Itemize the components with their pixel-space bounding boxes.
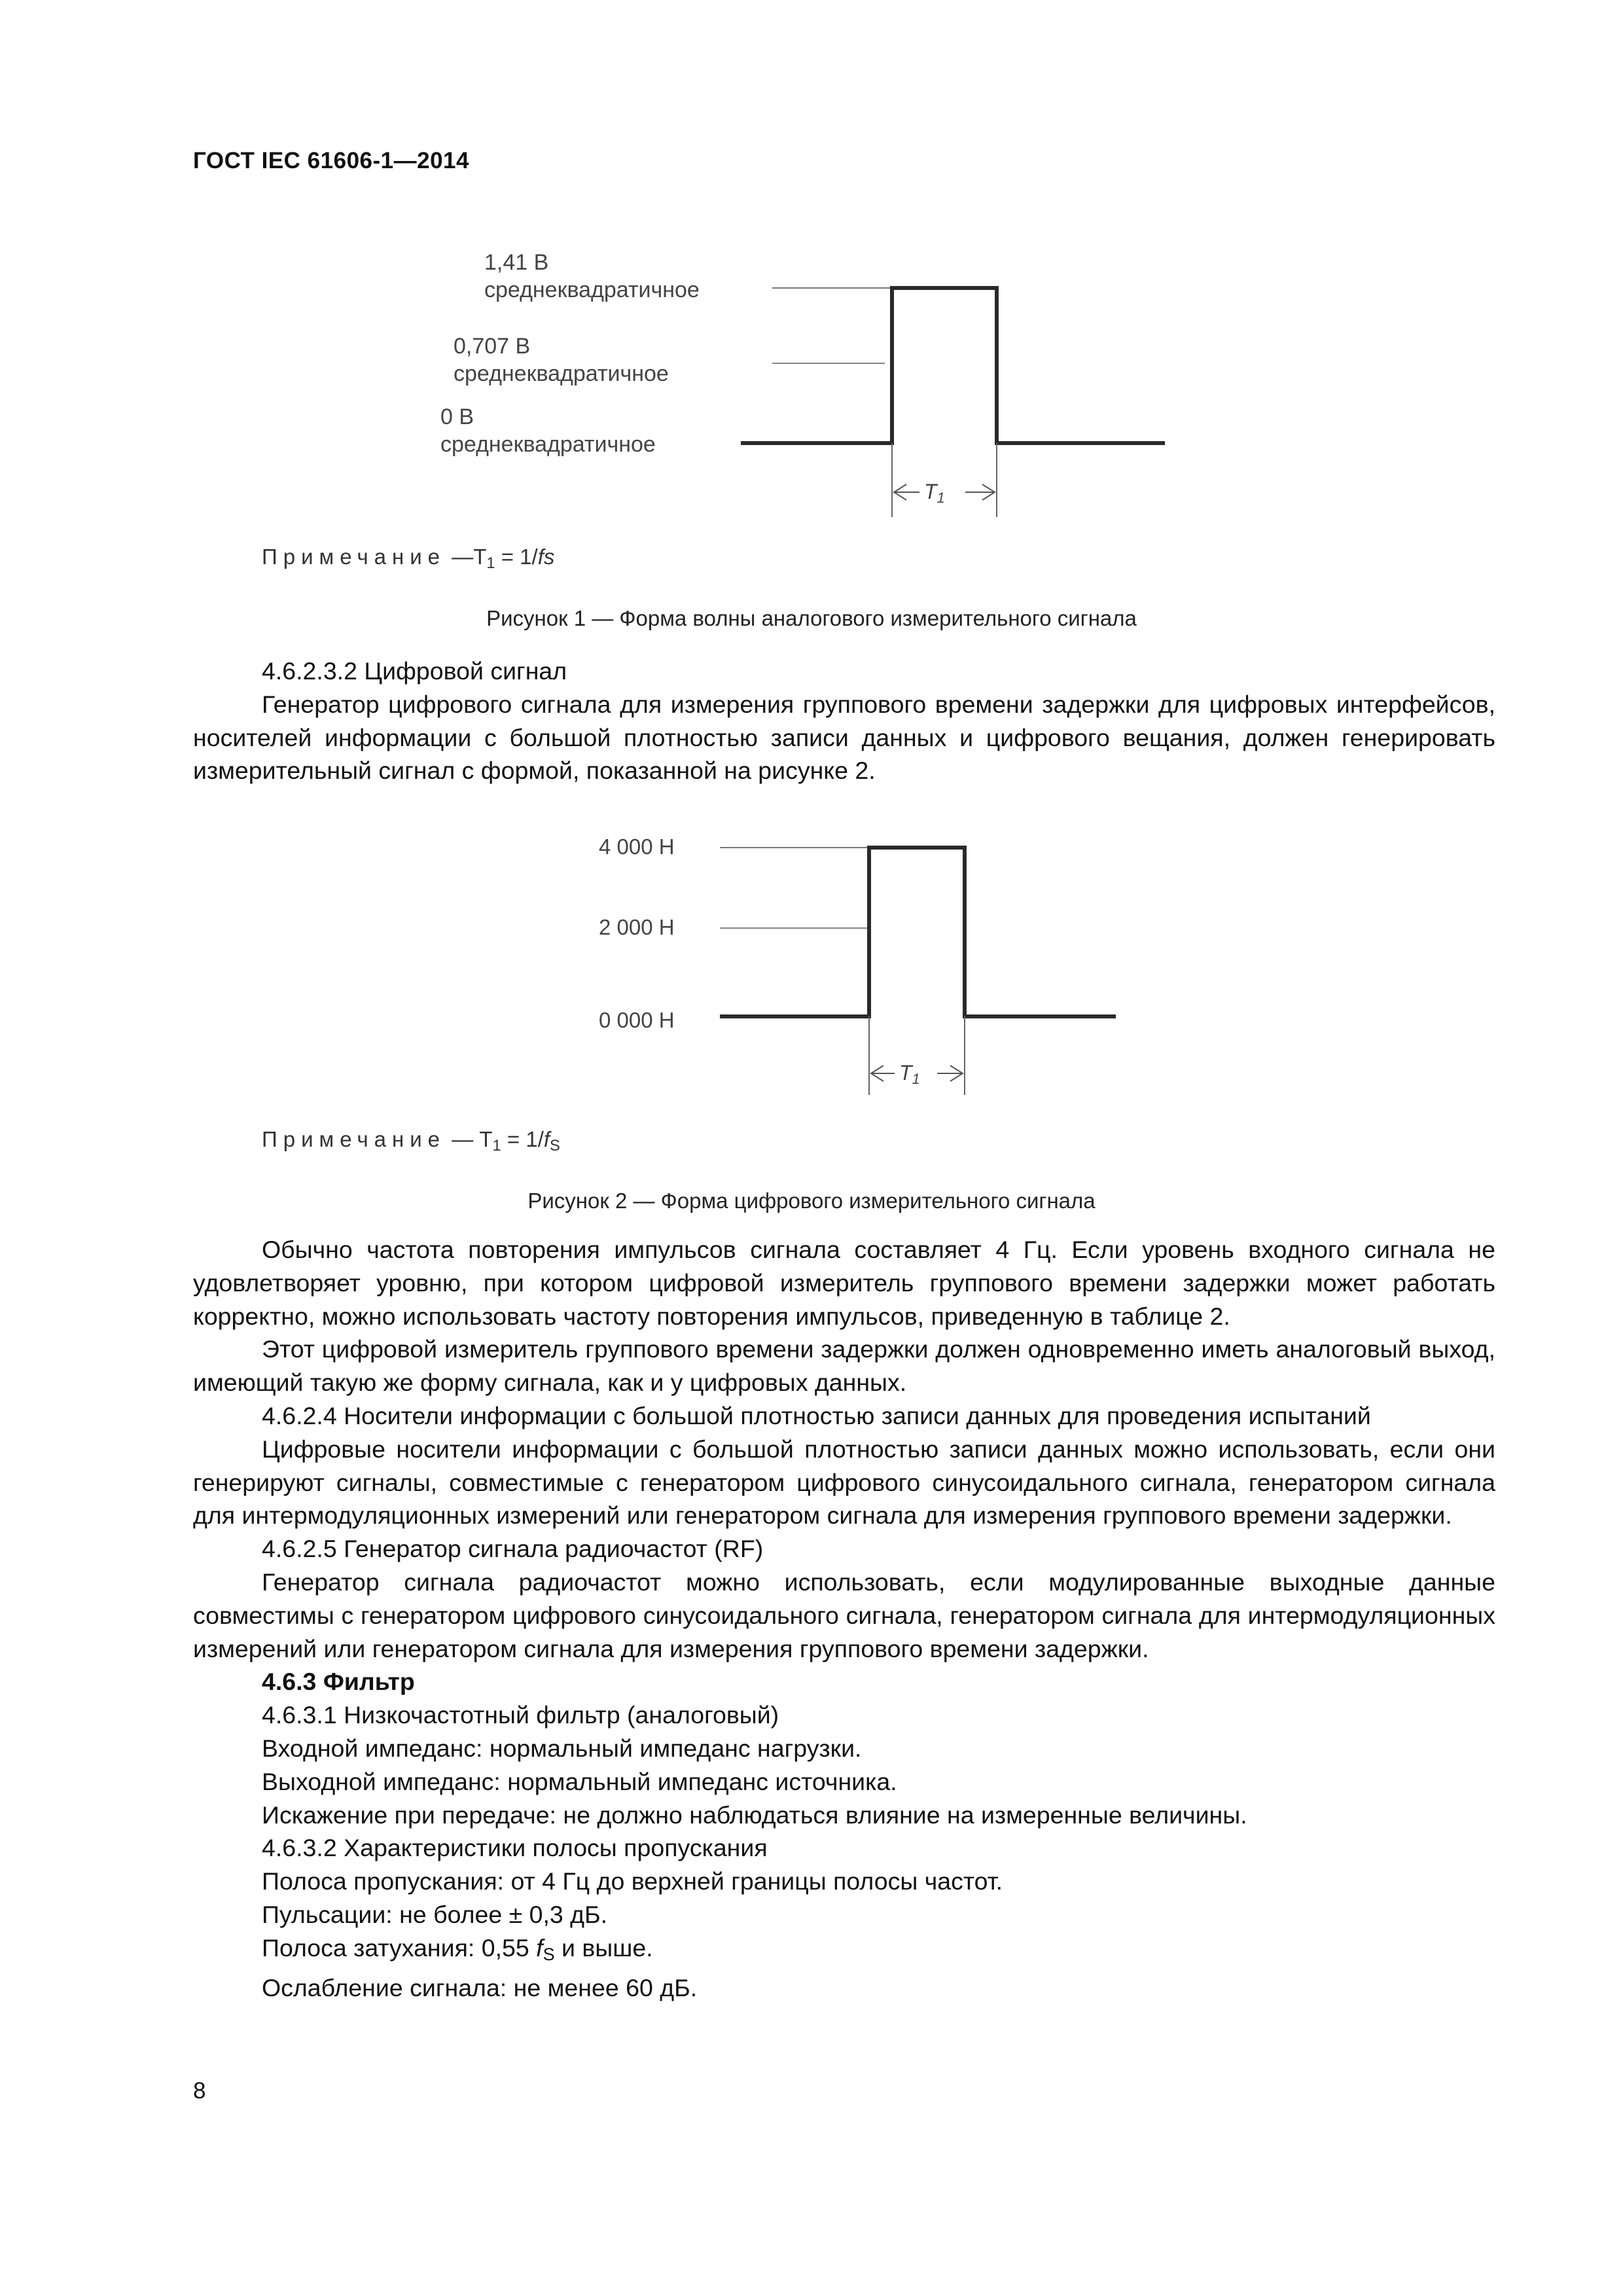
line-passband: Полоса пропускания: от 4 Гц до верхней границы полосы частот. — [262, 1867, 1003, 1895]
line-ripple: Пульсации: не более ± 0,3 дБ. — [262, 1900, 608, 1928]
paragraph-analog-output: Этот цифровой измеритель группового времени задержки должен одновременно иметь аналоговый выход, имеющий такую же форму сигнала, как и у цифровых данных. — [193, 1335, 1495, 1397]
fig2-label-0000: 0 000 Н — [599, 1008, 675, 1032]
paragraph-repetition-rate: Обычно частота повторения импульсов сигнала составляет 4 Гц. Если уровень входного сигнала не удовлетворяет уровню, при котором цифровой измеритель группового времени задержки может работать корректно, можно использовать частоту повторения импульсов, приведенную в таблице 2. — [193, 1236, 1495, 1330]
line-stopband — [193, 1931, 1495, 1971]
note-eq: = 1/ — [495, 545, 538, 569]
figure-1-caption: Рисунок 1 — Форма волны аналогового измерительного сигнала — [486, 606, 1137, 630]
heading-4-6-3: 4.6.3 Фильтр — [262, 1668, 415, 1696]
fig2-label-4000: 4 000 Н — [599, 834, 675, 859]
line-input-impedance: Входной импеданс: нормальный импеданс нагрузки. — [262, 1734, 862, 1762]
heading-4-6-2-5: 4.6.2.5 Генератор сигнала радиочастот (RF) — [262, 1535, 764, 1563]
fig1-label-0-707v: 0,707 В — [454, 334, 531, 359]
note-dash: — T — [452, 1127, 493, 1151]
paragraph-digital-media: Цифровые носители информации с большой плотностью записи данных можно использовать, если они генерируют сигналы, совместимые с генератором цифрового синусоидального сигнала, генератором сигнала для интермодуляционных измерений или генератором сигнала для измерения группового времени задержки. — [193, 1435, 1495, 1530]
note-var-sub: S — [550, 1137, 560, 1155]
fig1-period-label: T1 — [924, 480, 945, 506]
stopband-suffix: и выше. — [554, 1933, 653, 1962]
note-label: Примечание — [262, 545, 446, 569]
note-dash: —T — [452, 545, 487, 569]
fig1-label-0v: 0 В — [440, 404, 474, 429]
fig1-label-1-41v-unit: среднеквадратичное — [484, 278, 700, 302]
heading-4-6-2-4: 4.6.2.4 Носители информации с большой плотностью записи данных для проведения испытаний — [262, 1401, 1371, 1429]
figure-2-digital-waveform — [589, 821, 1152, 1103]
fig1-label-0v-unit: среднеквадратичное — [440, 432, 656, 457]
fig2-label-2000: 2 000 Н — [599, 915, 675, 939]
stopband-sub: S — [543, 1944, 555, 1964]
fig2-period-label: T1 — [899, 1061, 920, 1087]
fig1-label-1-41v: 1,41 В — [484, 250, 549, 275]
figure-1-analog-waveform — [432, 242, 1217, 524]
paragraph-digital-generator: Генератор цифрового сигнала для измерения группового времени задержки для цифровых интерфейсов, носителей информации с большой плотностью записи данных и цифрового вещания, должен генерировать измерительный сигнал с формой, показанной на рисунке 2. — [193, 690, 1495, 785]
note-label: Примечание — [262, 1127, 446, 1151]
fig1-pulse-waveform — [741, 288, 1165, 443]
stopband-prefix: Полоса затухания: 0,55 — [262, 1933, 537, 1962]
document-standard-header: ГОСТ IEC 61606-1—2014 — [193, 148, 469, 173]
note-var: fs — [537, 545, 555, 569]
fig2-pulse-waveform — [720, 848, 1116, 1016]
stopband-var: f — [536, 1933, 543, 1962]
main-body-text — [193, 1233, 1495, 2004]
heading-4-6-2-3-2: 4.6.2.3.2 Цифровой сигнал — [262, 657, 567, 685]
paragraph-rf-generator: Генератор сигнала радиочастот можно использовать, если модулированные выходные данные совместимы с генератором цифрового синусоидального сигнала, генератором сигнала для интермодуляционных измерений или генератором сигнала для измерения группового времени задержки. — [193, 1568, 1495, 1662]
line-attenuation: Ослабление сигнала: не менее 60 дБ. — [262, 1973, 698, 2001]
fig1-label-0-707v-unit: среднеквадратичное — [454, 361, 669, 386]
figure-1-note — [262, 545, 554, 573]
section-digital-signal — [193, 655, 1495, 787]
note-var: f — [543, 1127, 550, 1151]
note-eq: = 1/ — [501, 1127, 544, 1151]
line-output-impedance: Выходной импеданс: нормальный импеданс источника. — [262, 1767, 897, 1795]
note-sub: 1 — [486, 554, 495, 572]
note-sub: 1 — [492, 1137, 501, 1155]
line-distortion: Искажение при передаче: не должно наблюдаться влияние на измеренные величины. — [262, 1801, 1247, 1829]
heading-4-6-3-2: 4.6.3.2 Характеристики полосы пропускания — [262, 1834, 768, 1862]
heading-4-6-3-1: 4.6.3.1 Низкочастотный фильтр (аналоговый) — [262, 1701, 779, 1729]
figure-2-caption: Рисунок 2 — Форма цифрового измерительного сигнала — [527, 1189, 1096, 1213]
page-number: 8 — [193, 2078, 206, 2104]
figure-2-note — [262, 1127, 560, 1155]
